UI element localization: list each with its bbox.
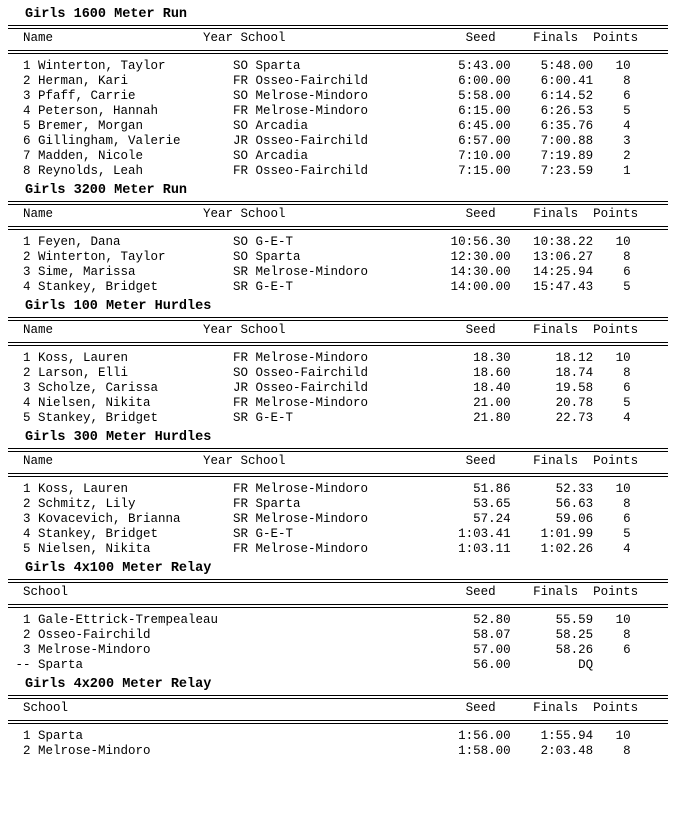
result-row: 1 Sparta 1:56.00 1:55.94 10	[8, 729, 631, 743]
divider-rule	[8, 342, 668, 346]
event-title: Girls 1600 Meter Run	[25, 7, 188, 22]
result-row: 1 Winterton, Taylor SO Sparta 5:43.00 5:48.00 10	[8, 59, 631, 73]
result-row: 3 Scholze, Carissa JR Osseo-Fairchild 18.40 19.58 6	[8, 381, 631, 395]
result-row: 3 Sime, Marissa SR Melrose-Mindoro 14:30.00 14:25.94 6	[8, 265, 631, 279]
result-row: 2 Herman, Kari FR Osseo-Fairchild 6:00.00 6:00.41 8	[8, 74, 631, 88]
result-row: 6 Gillingham, Valerie JR Osseo-Fairchild 6:57.00 7:00.88 3	[8, 134, 631, 148]
divider-rule	[8, 473, 668, 477]
divider-rule	[8, 201, 668, 205]
result-row: 2 Schmitz, Lily FR Sparta 53.65 56.63 8	[8, 497, 631, 511]
result-row: 5 Nielsen, Nikita FR Melrose-Mindoro 1:03.11 1:02.26 4	[8, 542, 631, 556]
event-title: Girls 100 Meter Hurdles	[25, 299, 212, 314]
divider-rule	[8, 317, 668, 321]
result-row: 8 Reynolds, Leah FR Osseo-Fairchild 7:15.00 7:23.59 1	[8, 164, 631, 178]
result-row: 3 Pfaff, Carrie SO Melrose-Mindoro 5:58.00 6:14.52 6	[8, 89, 631, 103]
divider-rule	[8, 579, 668, 583]
divider-rule	[8, 695, 668, 699]
divider-rule	[8, 50, 668, 54]
result-row: 3 Kovacevich, Brianna SR Melrose-Mindoro 57.24 59.06 6	[8, 512, 631, 526]
result-row: 5 Stankey, Bridget SR G-E-T 21.80 22.73 4	[8, 411, 631, 425]
divider-rule	[8, 604, 668, 608]
column-header: Name Year School Seed Finals Points	[8, 31, 639, 45]
result-row: 4 Peterson, Hannah FR Melrose-Mindoro 6:15.00 6:26.53 5	[8, 104, 631, 118]
result-row: 4 Stankey, Bridget SR G-E-T 14:00.00 15:47.43 5	[8, 280, 631, 294]
result-row: 3 Melrose-Mindoro 57.00 58.26 6	[8, 643, 631, 657]
result-row: 4 Stankey, Bridget SR G-E-T 1:03.41 1:01.99 5	[8, 527, 631, 541]
result-row: 2 Winterton, Taylor SO Sparta 12:30.00 13:06.27 8	[8, 250, 631, 264]
event-title: Girls 3200 Meter Run	[25, 183, 188, 198]
result-row: 1 Gale-Ettrick-Trempealeau 52.80 55.59 10	[8, 613, 631, 627]
result-row: 4 Nielsen, Nikita FR Melrose-Mindoro 21.00 20.78 5	[8, 396, 631, 410]
result-row: 1 Feyen, Dana SO G-E-T 10:56.30 10:38.22 10	[8, 235, 631, 249]
event-title: Girls 4x200 Meter Relay	[25, 677, 212, 692]
divider-rule	[8, 720, 668, 724]
event-title: Girls 4x100 Meter Relay	[25, 561, 212, 576]
result-row: -- Sparta 56.00 DQ	[8, 658, 594, 672]
column-header: School Seed Finals Points	[8, 585, 639, 599]
result-row: 5 Bremer, Morgan SO Arcadia 6:45.00 6:35.76 4	[8, 119, 631, 133]
result-row: 1 Koss, Lauren FR Melrose-Mindoro 18.30 18.12 10	[8, 351, 631, 365]
column-header: School Seed Finals Points	[8, 701, 639, 715]
result-row: 7 Madden, Nicole SO Arcadia 7:10.00 7:19.89 2	[8, 149, 631, 163]
column-header: Name Year School Seed Finals Points	[8, 323, 639, 337]
result-row: 2 Melrose-Mindoro 1:58.00 2:03.48 8	[8, 744, 631, 758]
divider-rule	[8, 226, 668, 230]
divider-rule	[8, 448, 668, 452]
column-header: Name Year School Seed Finals Points	[8, 454, 639, 468]
divider-rule	[8, 25, 668, 29]
result-row: 1 Koss, Lauren FR Melrose-Mindoro 51.86 52.33 10	[8, 482, 631, 496]
event-title: Girls 300 Meter Hurdles	[25, 430, 212, 445]
column-header: Name Year School Seed Finals Points	[8, 207, 639, 221]
result-row: 2 Larson, Elli SO Osseo-Fairchild 18.60 18.74 8	[8, 366, 631, 380]
result-row: 2 Osseo-Fairchild 58.07 58.25 8	[8, 628, 631, 642]
